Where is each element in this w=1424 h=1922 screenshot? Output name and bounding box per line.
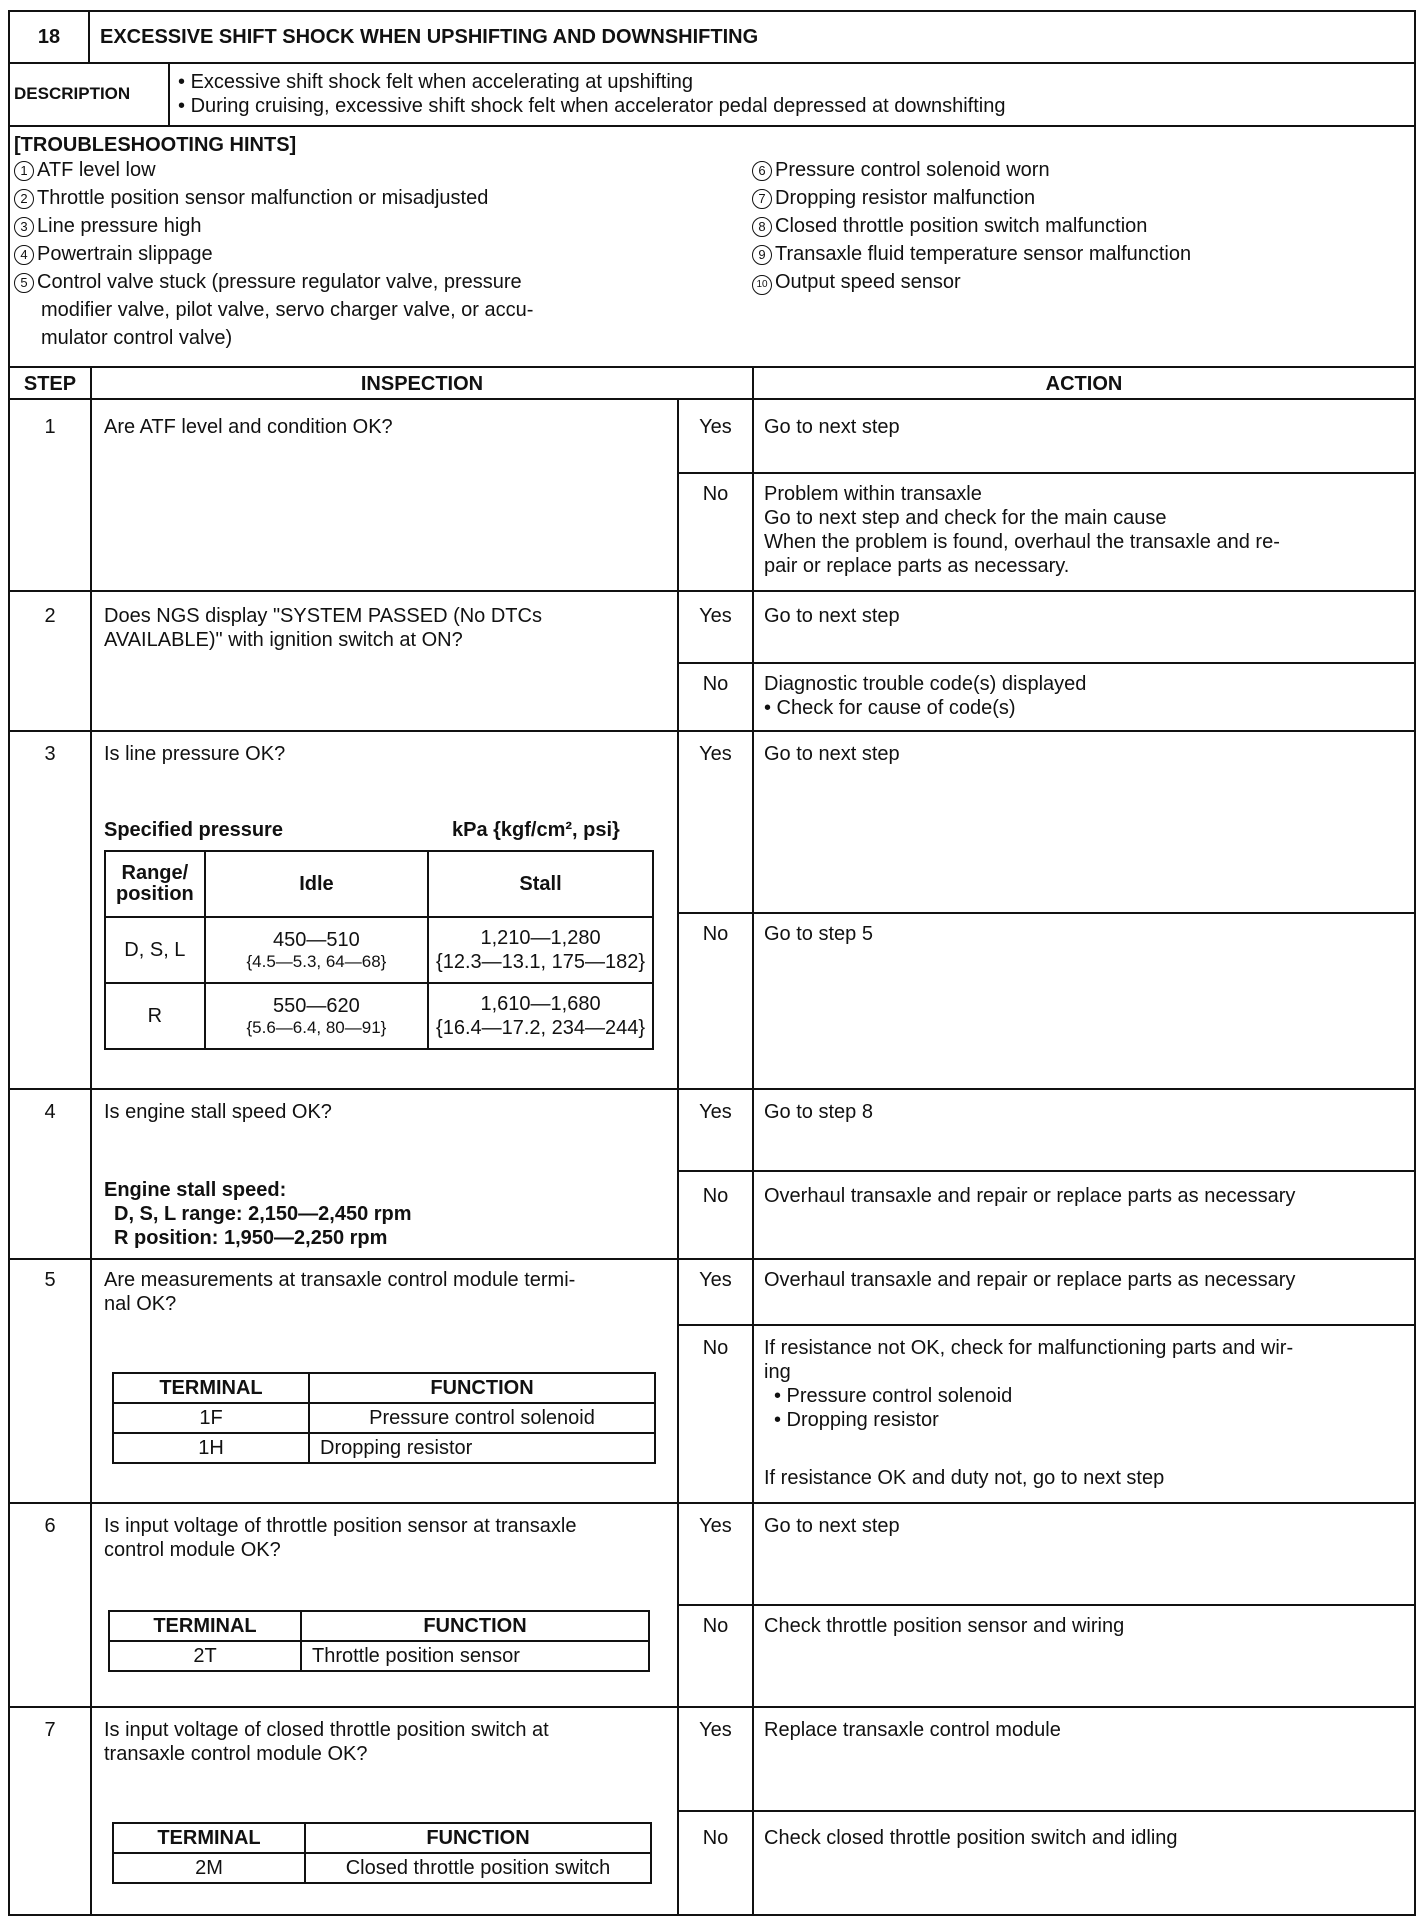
yes-label: Yes xyxy=(699,1515,732,1537)
description-item: • During cruising, excessive shift shock felt when accelerator pedal depressed at downshifting xyxy=(178,95,1006,117)
step-number: 7 xyxy=(44,1719,56,1741)
no-label: No xyxy=(702,1827,729,1849)
no-label: No xyxy=(702,923,729,945)
yes-action: Go to next step xyxy=(764,1515,900,1537)
table-header: TERMINAL xyxy=(113,1373,309,1403)
table-row: 1F Pressure control solenoid xyxy=(113,1403,655,1433)
table-header: Idle xyxy=(205,851,428,917)
no-label: No xyxy=(702,673,729,695)
step-number: 6 xyxy=(44,1515,56,1537)
step-number: 1 xyxy=(44,416,56,438)
no-label: No xyxy=(702,483,729,505)
table-header: Stall xyxy=(428,851,653,917)
yes-label: Yes xyxy=(699,1719,732,1741)
step-question: Is line pressure OK? xyxy=(104,743,286,765)
frame-bottom xyxy=(8,1914,1416,1916)
description-list xyxy=(178,70,1005,118)
yes-action: Go to next step xyxy=(764,605,900,627)
pressure-table xyxy=(104,850,654,1050)
step-question: Is input voltage of throttle position sensor at transaxle control module OK? xyxy=(104,1515,577,1561)
step-number: 4 xyxy=(44,1101,56,1123)
hint-item: 4 Powertrain slippage xyxy=(14,240,533,268)
stall-speed-spec: Engine stall speed: D, S, L range: 2,150—2,450 rpm R position: 1,950—2,250 rpm xyxy=(104,1179,412,1249)
frame-right xyxy=(1414,10,1416,1915)
no-action-extra: If resistance OK and duty not, go to next step xyxy=(764,1467,1165,1489)
hint-item: 10 Output speed sensor xyxy=(752,268,1191,296)
hint-item: 3 Line pressure high xyxy=(14,212,533,240)
table-row: 2T Throttle position sensor xyxy=(109,1641,649,1671)
yes-action: Overhaul transaxle and repair or replace parts as necessary xyxy=(764,1269,1296,1291)
spec-label: Specified pressure xyxy=(104,819,283,841)
no-action: Problem within transaxle Go to next step and check for the main cause When the problem is found, overhaul the transaxle and re- pair or replace parts as necessary. xyxy=(764,483,1280,577)
hint-item: 1 ATF level low xyxy=(14,156,533,184)
table-row: 2M Closed throttle position switch xyxy=(113,1853,651,1883)
hint-item: 8 Closed throttle position switch malfunction xyxy=(752,212,1191,240)
column-inspection: INSPECTION xyxy=(360,373,484,395)
no-action: If resistance not OK, check for malfunctioning parts and wir- ing • Pressure control solenoid • Dropping resistor xyxy=(764,1337,1294,1431)
table-header: Range/ position xyxy=(105,851,205,917)
step-number: 2 xyxy=(44,605,56,627)
hint-item: 6 Pressure control solenoid worn xyxy=(752,156,1191,184)
section-number: 18 xyxy=(37,26,61,48)
step-number: 5 xyxy=(44,1269,56,1291)
yes-label: Yes xyxy=(699,1269,732,1291)
table-header: TERMINAL xyxy=(113,1823,305,1853)
frame-top xyxy=(8,10,1416,12)
yes-action: Go to next step xyxy=(764,743,900,765)
table-row: R 550—620 {5.6—6.4, 80—91} 1,610—1,680 {16.4—17.2, 234—244} xyxy=(105,983,653,1049)
no-label: No xyxy=(702,1615,729,1637)
table-header: FUNCTION xyxy=(305,1823,651,1853)
column-step: STEP xyxy=(23,373,77,395)
hint-item: 2 Throttle position sensor malfunction or misadjusted xyxy=(14,184,533,212)
column-action: ACTION xyxy=(1045,373,1123,395)
yes-action: Replace transaxle control module xyxy=(764,1719,1061,1741)
step-question: Does NGS display "SYSTEM PASSED (No DTCs AVAILABLE)" with ignition switch at ON? xyxy=(104,605,542,651)
terminal-table xyxy=(112,1822,652,1884)
description-label: DESCRIPTION xyxy=(14,84,131,103)
table-row: 1H Dropping resistor xyxy=(113,1433,655,1463)
yes-label: Yes xyxy=(699,416,732,438)
spec-unit: kPa {kgf/cm², psi} xyxy=(452,819,620,841)
no-label: No xyxy=(702,1337,729,1359)
yes-label: Yes xyxy=(699,743,732,765)
section-title: EXCESSIVE SHIFT SHOCK WHEN UPSHIFTING AND DOWNSHIFTING xyxy=(100,26,759,48)
table-header: FUNCTION xyxy=(301,1611,649,1641)
no-action: Check throttle position sensor and wiring xyxy=(764,1615,1125,1637)
table-row: D, S, L 450—510 {4.5—5.3, 64—68} 1,210—1,280 {12.3—13.1, 175—182} xyxy=(105,917,653,983)
table-header: FUNCTION xyxy=(309,1373,655,1403)
table-header: TERMINAL xyxy=(109,1611,301,1641)
step-question: Is input voltage of closed throttle position switch at transaxle control module OK? xyxy=(104,1719,549,1765)
no-action: Overhaul transaxle and repair or replace parts as necessary xyxy=(764,1185,1296,1207)
yes-label: Yes xyxy=(699,605,732,627)
hint-item: 7 Dropping resistor malfunction xyxy=(752,184,1191,212)
hints-left-list: 1 ATF level low 2 Throttle position sensor malfunction or misadjusted 3 Line pressure high 4 Powertrain slippage 5 Control valve stuck (pressure regulator valve, pressure modifier valve, pilot valve, servo charger valve, or accu- mulator control valve) xyxy=(14,156,533,352)
yes-action: Go to next step xyxy=(764,416,900,438)
hint-item: 9 Transaxle fluid temperature sensor malfunction xyxy=(752,240,1191,268)
terminal-table xyxy=(108,1610,650,1672)
yes-label: Yes xyxy=(699,1101,732,1123)
description-item: • Excessive shift shock felt when accelerating at upshifting xyxy=(178,71,694,93)
hint-item: 5 Control valve stuck (pressure regulator valve, pressure xyxy=(14,268,533,296)
hints-title: [TROUBLESHOOTING HINTS] xyxy=(14,134,297,156)
step-question: Is engine stall speed OK? xyxy=(104,1101,332,1123)
no-label: No xyxy=(702,1185,729,1207)
step-question: Are measurements at transaxle control module termi- nal OK? xyxy=(104,1269,576,1315)
no-action: Go to step 5 xyxy=(764,923,873,945)
no-action: Check closed throttle position switch and idling xyxy=(764,1827,1178,1849)
step-question: Are ATF level and condition OK? xyxy=(104,416,393,438)
step-number: 3 xyxy=(44,743,56,765)
yes-action: Go to step 8 xyxy=(764,1101,873,1123)
no-action: Diagnostic trouble code(s) displayed • Check for cause of code(s) xyxy=(764,673,1087,719)
hints-right-list xyxy=(752,156,1191,296)
terminal-table xyxy=(112,1372,656,1464)
frame-left xyxy=(8,10,10,1915)
